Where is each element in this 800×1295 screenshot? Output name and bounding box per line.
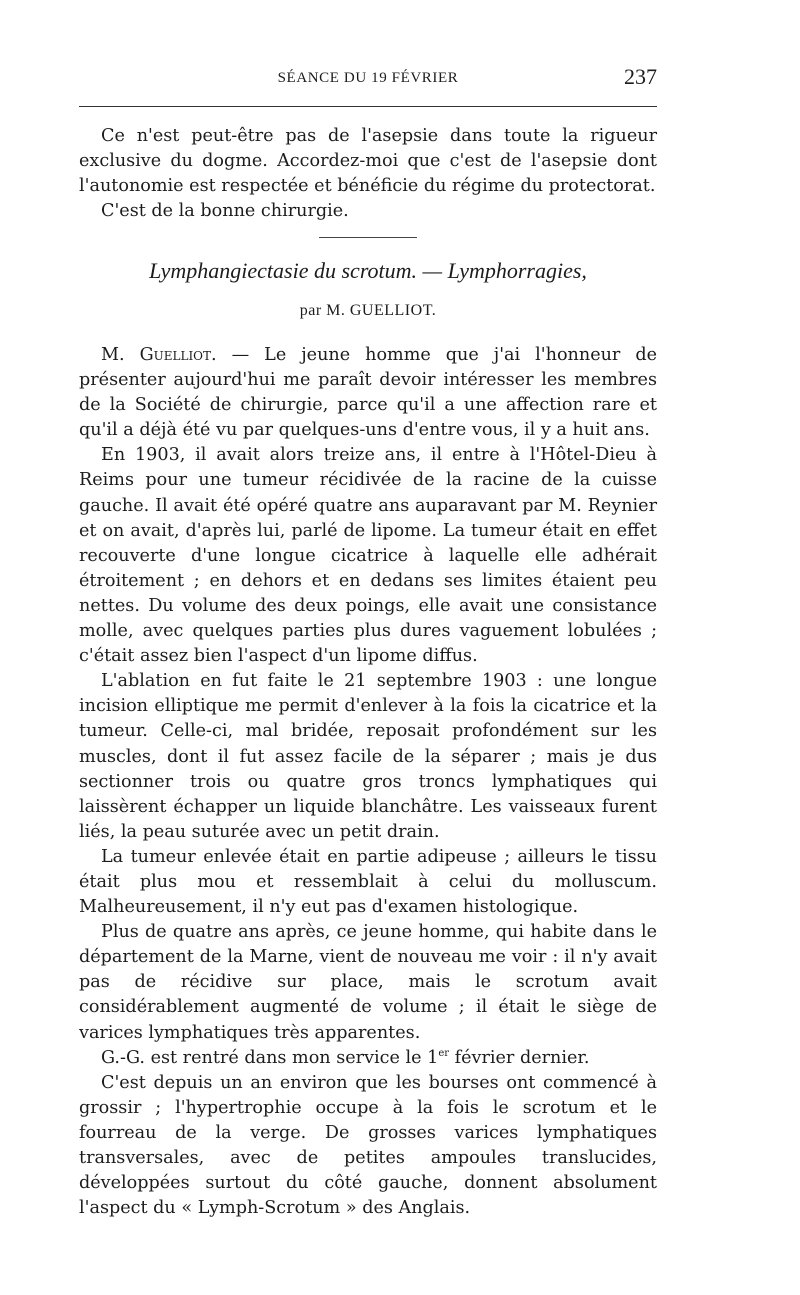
paragraph	[79, 343, 657, 443]
section-separator	[319, 237, 417, 238]
paragraph: L'ablation en fut faite le 21 septembre 1903 : une longue incision elliptique me permit d'enlever à la fois la cicatrice et la tumeur. Celle-ci, mal bridée, reposait profondément sur les muscles, dont il fut assez facile de la séparer ; mais je dus sectionner trois ou quatre gros troncs lymphatiques qui laissèrent échapper un liquide blanchâtre. Les vaisseaux furent liés, la peau suturée avec un petit drain.	[79, 671, 657, 842]
paragraph: En 1903, il avait alors treize ans, il entre à l'Hôtel-Dieu à Reims pour une tumeur récidivée de la racine de la cuisse gauche. Il avait été opéré quatre ans auparavant par M. Reynier et on avait, d'après lui, parlé de lipome. La tumeur était en effet recouverte d'une longue cicatrice à laquelle elle adhérait étroitement ; en dehors et en dedans ses limites étaient peu nettes. Du volume des deux poings, elle avait une consistance molle, avec quelques parties plus dures vaguement lobulées ; c'était assez bien l'aspect d'un lipome diffus.	[79, 445, 657, 667]
paragraph: C'est de la bonne chirurgie.	[101, 201, 349, 222]
paragraph	[79, 1046, 657, 1071]
header-rule	[79, 106, 657, 107]
running-title: SÉANCE DU 19 FÉVRIER	[277, 70, 459, 86]
page-number: 237	[624, 64, 657, 89]
paragraph: Ce n'est peut-être pas de l'asepsie dans toute la rigueur exclusive du dogme. Accordez-moi que c'est de l'asepsie dont l'autonomie est respectée et bénéficie du régime du protectorat.	[79, 126, 657, 197]
paragraph: La tumeur enlevée était en partie adipeuse ; ailleurs le tissu était plus mou et ressemblait à celui du molluscum. Malheureusement, il n'y eut pas d'examen histologique.	[79, 846, 657, 918]
superscript: er	[438, 1047, 450, 1059]
paragraph-text: février dernier.	[449, 1047, 590, 1068]
paragraph: Plus de quatre ans après, ce jeune homme, qui habite dans le département de la Marne, vient de nouveau me voir : il n'y avait pas de récidive sur place, mais le scrotum avait considérablement augmenté de volume ; il était le siège de varices lymphatiques très apparentes.	[79, 922, 657, 1043]
article-byline: par M. GUELLIOT.	[299, 302, 437, 319]
article-body	[79, 343, 657, 1221]
paragraph-text: — Le jeune homme que j'ai l'honneur de présenter aujourd'hui me paraît devoir intéresser les membres de la Société de chirurgie, parce qu'il a une affection rare et qu'il a déjà été vu par quelques-uns d'entre vous, il y a huit ans.	[79, 345, 657, 441]
paragraph: C'est depuis un an environ que les bourses ont commencé à grossir ; l'hypertrophie occupe à la fois le scrotum et le fourreau de la verge. De grosses varices lymphatiques transversales, avec de petites ampoules translucides, développées surtout du côté gauche, donnent absolument l'aspect du « Lymph-Scrotum » des Anglais.	[79, 1072, 657, 1219]
paragraph-text: G.-G. est rentré dans mon service le 1	[101, 1047, 439, 1068]
running-head	[79, 64, 657, 94]
speaker-name: M. Guelliot.	[101, 345, 217, 365]
intro-text	[79, 124, 657, 224]
article-title: Lymphangiectasie du scrotum. — Lymphorragies,	[149, 258, 587, 283]
